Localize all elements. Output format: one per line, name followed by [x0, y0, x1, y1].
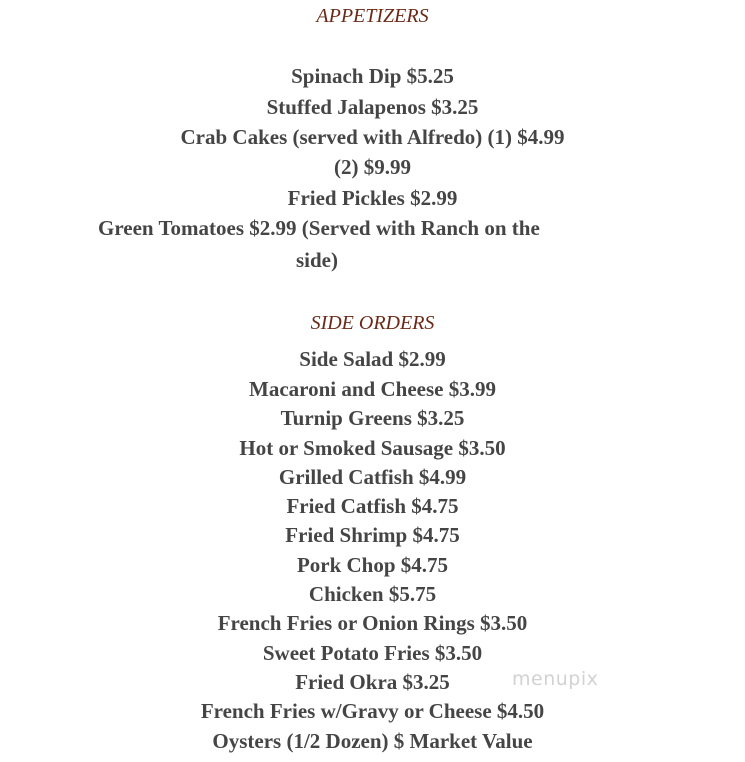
menu-item: Fried Shrimp $4.75 — [285, 523, 460, 547]
menu-item: side) — [296, 248, 338, 272]
menu-item: Hot or Smoked Sausage $3.50 — [239, 436, 506, 460]
menupix-watermark: menupix — [512, 668, 599, 690]
menu-item: Grilled Catfish $4.99 — [278, 465, 467, 489]
menu-item: Fried Okra $3.25 — [295, 670, 450, 694]
menu-item: Stuffed Jalapenos $3.25 — [266, 95, 479, 119]
menu-item: Turnip Greens $3.25 — [280, 406, 465, 430]
menu-item: Fried Pickles $2.99 — [287, 186, 458, 210]
appetizers-heading: APPETIZERS — [316, 5, 429, 27]
menu-item: Oysters (1/2 Dozen) $ Market Value — [212, 729, 533, 753]
side-orders-heading: SIDE ORDERS — [310, 312, 435, 334]
menu-item: (2) $9.99 — [334, 155, 411, 179]
menu-item: French Fries or Onion Rings $3.50 — [217, 611, 528, 635]
menu-item: Fried Catfish $4.75 — [286, 494, 459, 518]
menu-item: Pork Chop $4.75 — [296, 553, 449, 577]
menu-item: Crab Cakes (served with Alfredo) (1) $4.99 — [180, 125, 565, 149]
menu-item: Side Salad $2.99 — [299, 347, 446, 371]
menu-item: Sweet Potato Fries $3.50 — [262, 641, 483, 665]
menu-item: Green Tomatoes $2.99 (Served with Ranch on the — [98, 216, 540, 240]
menu-item: Spinach Dip $5.25 — [291, 64, 454, 88]
menu-item: French Fries w/Gravy or Cheese $4.50 — [200, 699, 545, 723]
menu-item: Chicken $5.75 — [308, 582, 437, 606]
menu-item: Macaroni and Cheese $3.99 — [249, 377, 496, 401]
